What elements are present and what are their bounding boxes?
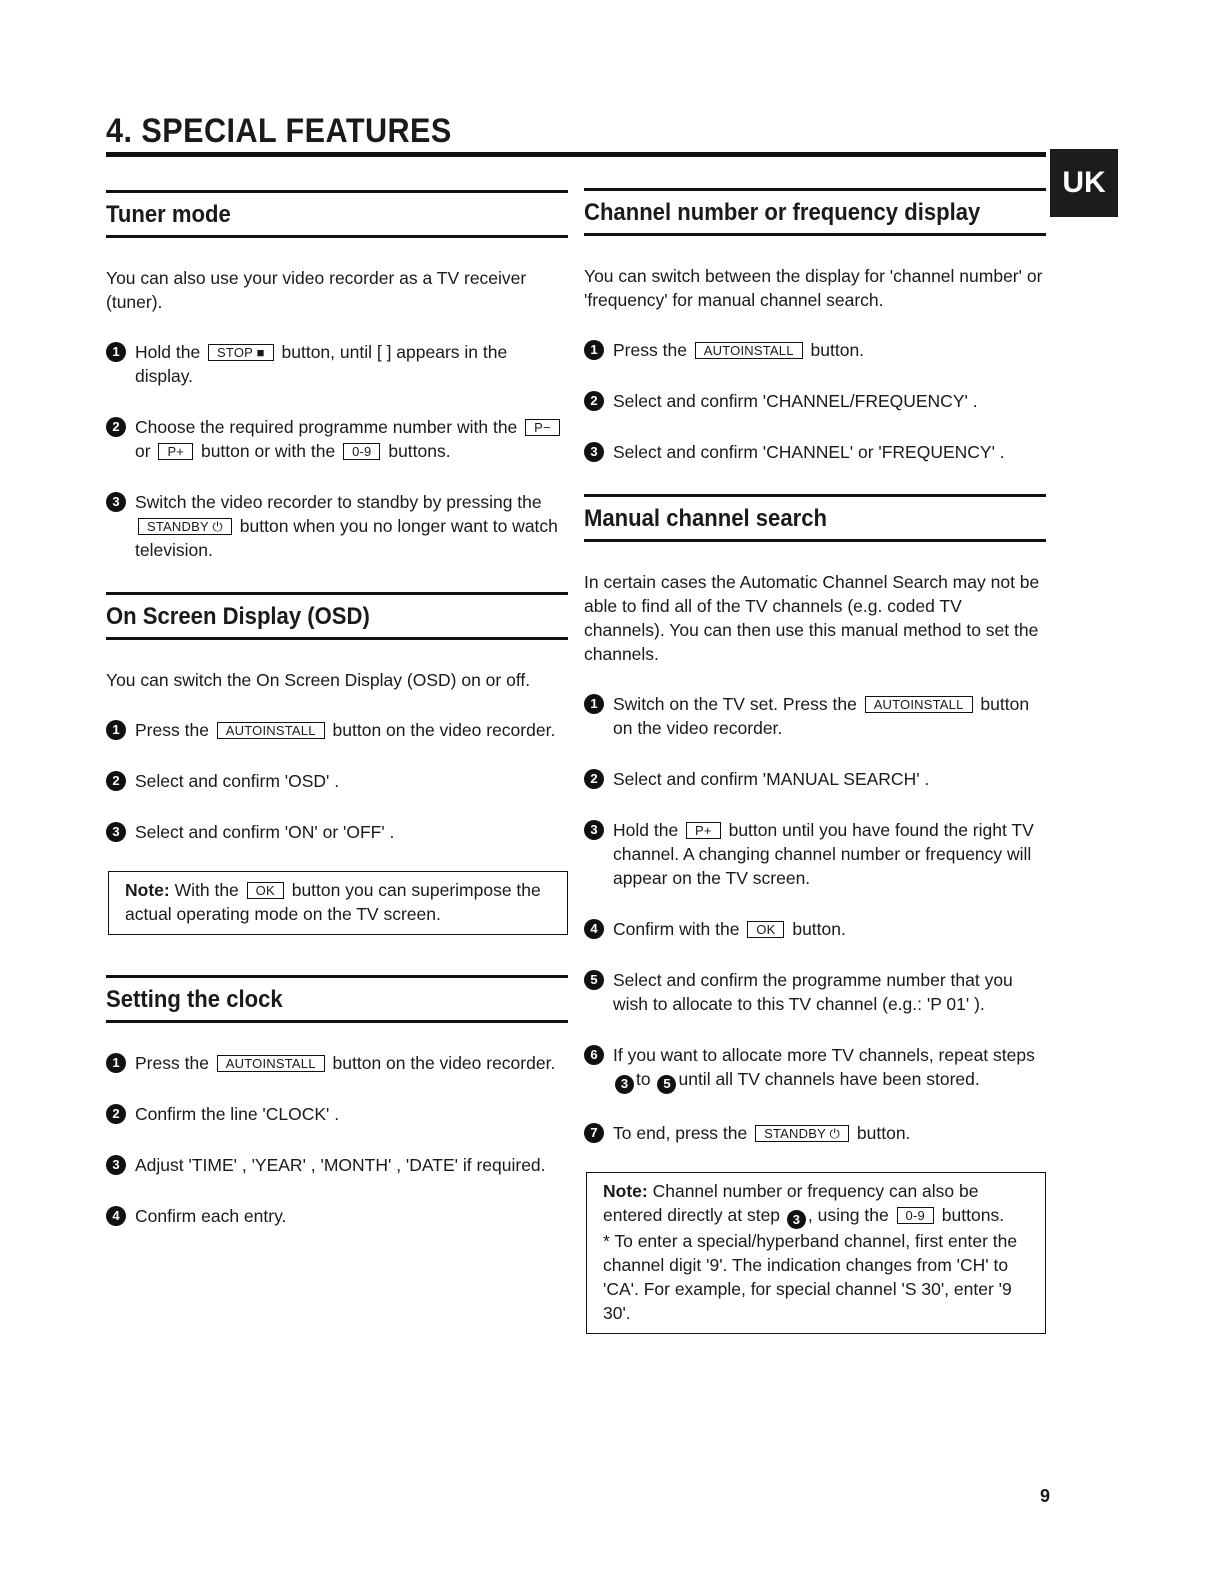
clock-step-3 bbox=[106, 1153, 568, 1177]
ok-key: OK bbox=[747, 921, 784, 938]
step-text: button. bbox=[852, 1122, 911, 1143]
step-number: 3 bbox=[106, 492, 126, 512]
step-number: 7 bbox=[584, 1123, 604, 1143]
digit-keys: 0-9 bbox=[343, 443, 380, 460]
step-text: Select and confirm 'ON' or 'OFF' . bbox=[135, 822, 395, 842]
step-number: 1 bbox=[584, 340, 604, 360]
step-number: 3 bbox=[106, 822, 126, 842]
step-text: Select and confirm 'OSD' . bbox=[135, 771, 340, 791]
step-text: Confirm with the bbox=[613, 919, 745, 939]
step-number: 2 bbox=[106, 417, 126, 437]
tuner-heading: Tuner mode bbox=[106, 201, 231, 228]
step-number: 2 bbox=[106, 771, 126, 791]
step-number: 3 bbox=[584, 820, 604, 840]
osd-heading: On Screen Display (OSD) bbox=[106, 603, 370, 630]
step-text: Press the bbox=[135, 1053, 214, 1073]
note-text: , using the bbox=[807, 1204, 894, 1225]
section-heading bbox=[584, 188, 1046, 236]
section-setting-clock bbox=[106, 975, 568, 1228]
step-text: Adjust 'TIME' , 'YEAR' , 'MONTH' , 'DATE' if required. bbox=[135, 1155, 546, 1175]
tuner-step-3 bbox=[106, 490, 568, 562]
step-text: button on the video recorder. bbox=[613, 694, 1030, 738]
p-minus-key: P− bbox=[525, 419, 560, 436]
autoinstall-key: AUTOINSTALL bbox=[217, 722, 325, 739]
osd-note bbox=[108, 871, 568, 935]
step-text: button or with the bbox=[196, 441, 341, 461]
step-text: Press the bbox=[613, 340, 692, 360]
step-number: 4 bbox=[584, 919, 604, 939]
section-manual-search bbox=[584, 494, 1046, 1334]
section-heading bbox=[106, 975, 568, 1023]
section-heading bbox=[106, 190, 568, 238]
manual-step-5 bbox=[584, 968, 1046, 1016]
step-text: Select and confirm 'MANUAL SEARCH' . bbox=[613, 769, 930, 789]
step-number: 2 bbox=[106, 1104, 126, 1124]
p-plus-key: P+ bbox=[158, 443, 193, 460]
chdisp-step-2 bbox=[584, 389, 1046, 413]
chapter-title: 4. SPECIAL FEATURES bbox=[106, 112, 452, 150]
manual-step-7 bbox=[584, 1121, 1046, 1145]
step-text: button on the video recorder. bbox=[327, 720, 556, 740]
step-text: To end, press the bbox=[613, 1122, 753, 1143]
step-ref: 3 bbox=[615, 1075, 634, 1094]
note-label: Note: bbox=[603, 1180, 648, 1201]
step-text: to bbox=[636, 1069, 651, 1089]
note-text: Channel number or frequency can also be entered directly at step bbox=[603, 1180, 979, 1225]
chdisp-heading: Channel number or frequency display bbox=[584, 199, 981, 226]
language-tab: UK bbox=[1050, 149, 1118, 217]
step-number: 2 bbox=[584, 769, 604, 789]
step-ref: 3 bbox=[787, 1210, 806, 1229]
note-text: * To enter a special/hyperband channel, first enter the channel digit '9'. The indication changes from 'CH' to 'CA'. For example, for special channel 'S 30', enter '9 30'. bbox=[603, 1231, 1018, 1323]
step-number: 6 bbox=[584, 1045, 604, 1065]
osd-step-2 bbox=[106, 769, 568, 793]
manual-step-3 bbox=[584, 818, 1046, 890]
step-text: Hold the bbox=[135, 342, 206, 362]
note-text: button you can superimpose the actual operating mode on the TV screen. bbox=[125, 880, 541, 924]
step-number: 5 bbox=[584, 970, 604, 990]
step-text: Switch on the TV set. Press the bbox=[613, 694, 862, 714]
stop-key: STOP ■ bbox=[208, 344, 274, 361]
step-number: 1 bbox=[106, 342, 126, 362]
step-text: button. bbox=[787, 919, 846, 939]
step-number: 3 bbox=[584, 442, 604, 462]
section-tuner-mode bbox=[106, 190, 568, 562]
right-column bbox=[584, 188, 1046, 1374]
clock-step-4 bbox=[106, 1204, 568, 1228]
chdisp-intro: You can switch between the display for 'channel number' or 'frequency' for manual channel search. bbox=[584, 266, 1043, 310]
manual-heading: Manual channel search bbox=[584, 505, 827, 532]
step-text: buttons. bbox=[383, 441, 451, 461]
step-number: 3 bbox=[106, 1155, 126, 1175]
ok-key: OK bbox=[247, 882, 284, 899]
chdisp-step-3 bbox=[584, 440, 1046, 464]
step-number: 1 bbox=[106, 1053, 126, 1073]
step-text: Select and confirm 'CHANNEL/FREQUENCY' . bbox=[613, 391, 978, 411]
left-column bbox=[106, 190, 568, 1258]
manual-step-1 bbox=[584, 692, 1046, 740]
autoinstall-key: AUTOINSTALL bbox=[695, 342, 803, 359]
manual-step-2 bbox=[584, 767, 1046, 791]
step-number: 4 bbox=[106, 1206, 126, 1226]
step-text: or bbox=[135, 441, 156, 461]
manual-step-4 bbox=[584, 917, 1046, 941]
osd-step-3 bbox=[106, 820, 568, 844]
osd-intro: You can switch the On Screen Display (OSD) on or off. bbox=[106, 670, 531, 690]
digit-keys: 0-9 bbox=[897, 1207, 934, 1224]
step-text: button, until [ ] appears in the display. bbox=[135, 342, 508, 386]
tuner-step-2 bbox=[106, 415, 568, 463]
step-number: 2 bbox=[584, 391, 604, 411]
note-text: With the bbox=[174, 880, 244, 900]
step-text: button until you have found the right TV channel. A changing channel number or frequency will appear on the TV screen. bbox=[613, 820, 1034, 888]
section-heading bbox=[106, 592, 568, 640]
step-text: Switch the video recorder to standby by pressing the bbox=[135, 492, 542, 512]
step-ref: 5 bbox=[657, 1075, 676, 1094]
step-number: 1 bbox=[106, 720, 126, 740]
manual-intro: In certain cases the Automatic Channel Search may not be able to find all of the TV channels (e.g. coded TV channels). You can then use this manual method to set the channels. bbox=[584, 572, 1040, 664]
section-osd bbox=[106, 592, 568, 935]
step-number: 1 bbox=[584, 694, 604, 714]
standby-key: STANDBY ⏻ bbox=[138, 518, 232, 535]
step-text: until all TV channels have been stored. bbox=[678, 1069, 980, 1089]
step-text: Hold the bbox=[613, 820, 684, 840]
clock-heading: Setting the clock bbox=[106, 986, 283, 1013]
step-text: Confirm each entry. bbox=[135, 1206, 287, 1226]
section-heading bbox=[584, 494, 1046, 542]
manual-step-6 bbox=[584, 1043, 1046, 1094]
standby-key: STANDBY ⏻ bbox=[755, 1125, 849, 1142]
osd-step-1 bbox=[106, 718, 568, 742]
step-text: Confirm the line 'CLOCK' . bbox=[135, 1104, 340, 1124]
step-text: Press the bbox=[135, 720, 214, 740]
autoinstall-key: AUTOINSTALL bbox=[865, 696, 973, 713]
chdisp-step-1 bbox=[584, 338, 1046, 362]
tuner-step-1 bbox=[106, 340, 568, 388]
page-number: 9 bbox=[1040, 1486, 1051, 1506]
step-text: Select and confirm the programme number that you wish to allocate to this TV channel (e.g.: 'P 01' ). bbox=[613, 970, 1013, 1014]
step-text: button on the video recorder. bbox=[327, 1053, 556, 1073]
section-channel-display bbox=[584, 188, 1046, 464]
step-text: button. bbox=[805, 340, 865, 360]
tuner-intro: You can also use your video recorder as a TV receiver (tuner). bbox=[106, 268, 527, 312]
step-text: button when you no longer want to watch television. bbox=[135, 516, 558, 560]
note-text: buttons. bbox=[936, 1204, 1005, 1225]
manual-note bbox=[586, 1172, 1046, 1335]
autoinstall-key: AUTOINSTALL bbox=[217, 1055, 325, 1072]
step-text: If you want to allocate more TV channels, repeat steps bbox=[613, 1045, 1035, 1065]
chapter-rule bbox=[106, 152, 1046, 157]
clock-step-2 bbox=[106, 1102, 568, 1126]
p-plus-key: P+ bbox=[686, 822, 721, 839]
note-label: Note: bbox=[125, 880, 170, 900]
step-text: Choose the required programme number with the bbox=[135, 417, 518, 437]
clock-step-1 bbox=[106, 1051, 568, 1075]
step-text: Select and confirm 'CHANNEL' or 'FREQUENCY' . bbox=[613, 442, 1005, 462]
